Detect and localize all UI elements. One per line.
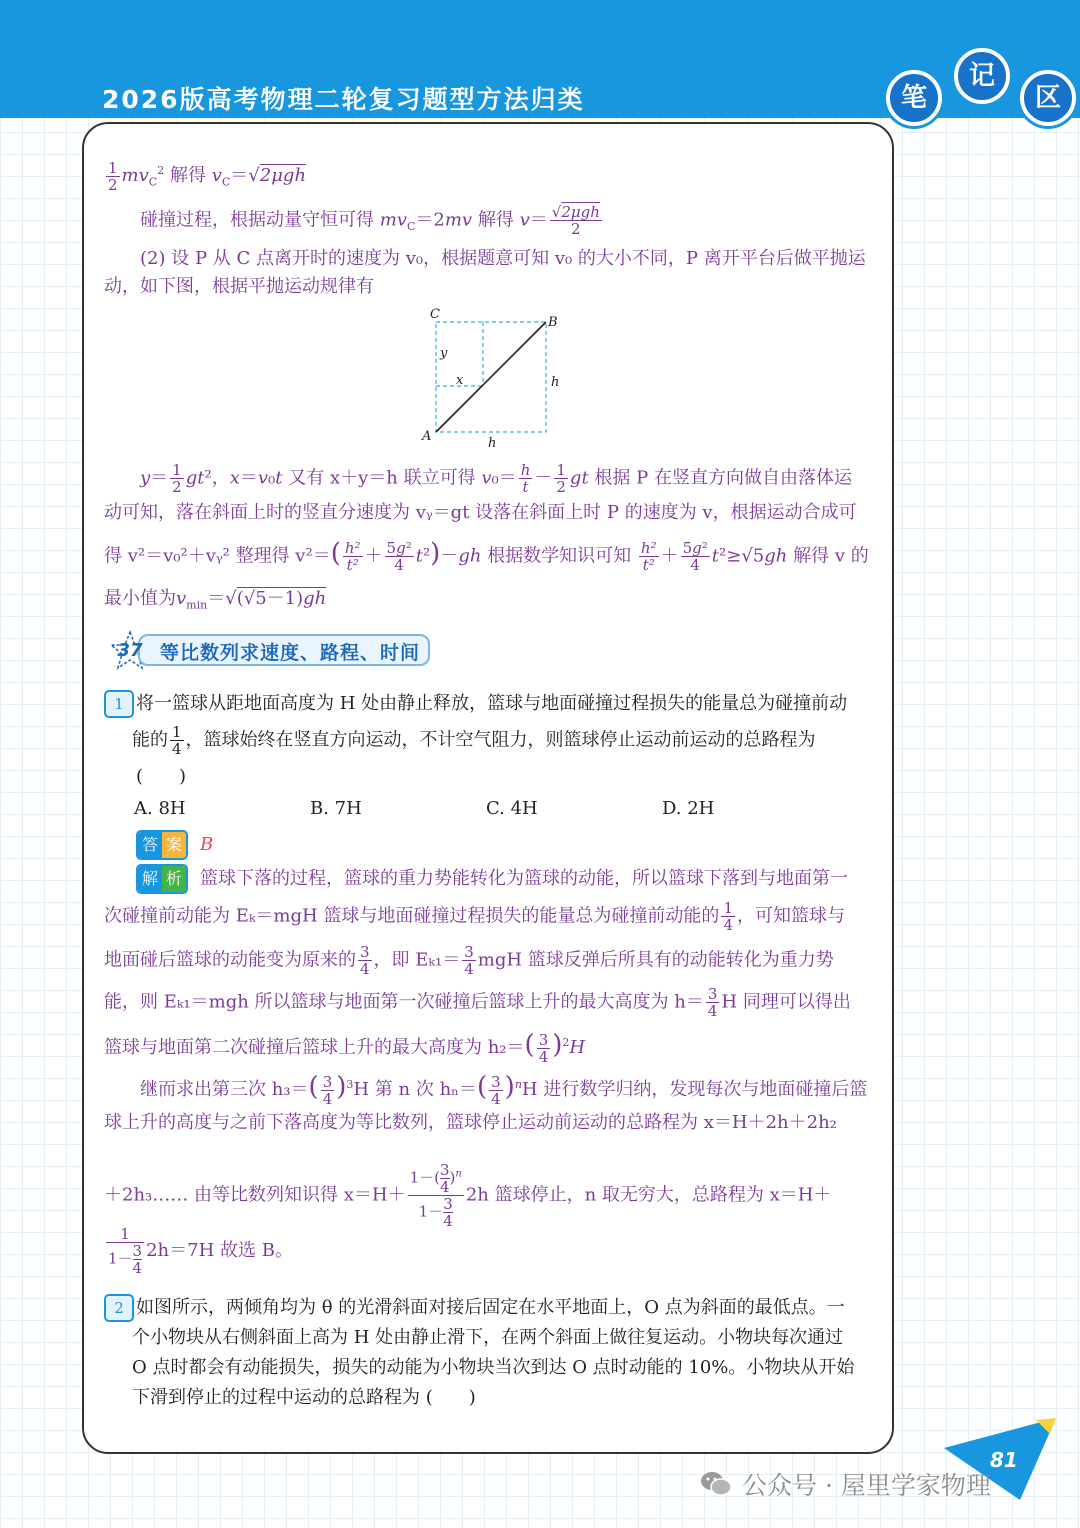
- choice-a[interactable]: A. 8H: [134, 798, 186, 819]
- analysis-line-3: 地面碰后篮球的动能变为原来的 $\frac{3}{4}$ ，即 Eₖ₁＝ $\frac{3}{4}$ mgH 篮球反弹后所具有的动能转化为重力势: [104, 943, 834, 978]
- label-C: C: [430, 307, 440, 322]
- solution-line-4: 动，如下图，根据平抛运动规律有: [104, 276, 374, 297]
- note-badge-3: 区: [1020, 70, 1076, 126]
- question-1-badge: 1: [104, 690, 134, 718]
- section-number: 37: [117, 640, 143, 661]
- q2-line-4: 下滑到停止的过程中运动的总路程为 ( ): [132, 1387, 476, 1408]
- label-y: y: [440, 346, 448, 361]
- q1-line-2: 能的 $\frac{1}{4}$ ，篮球始终在竖直方向运动，不计空气阻力，则篮球停止运动前运动的总路程为: [132, 723, 816, 758]
- section-text: 等比数列求速度、路程、时间: [160, 642, 421, 664]
- section-title: [108, 630, 432, 670]
- label-h-right: h: [551, 375, 560, 390]
- label-A: A: [422, 429, 432, 444]
- note-badge-1: 笔: [886, 70, 942, 126]
- q2-line-2: 个小物块从右侧斜面上高为 H 处由静止滑下，在两个斜面上做往复运动。小物块每次通过: [132, 1327, 844, 1348]
- q1-line-1: 将一篮球从距地面高度为 H 处由静止释放，篮球与地面碰撞过程损失的能量总为碰撞前动: [136, 693, 848, 714]
- q2-line-1: 如图所示，两倾角均为 θ 的光滑斜面对接后固定在水平地面上，O 点为斜面的最低点。一: [136, 1297, 845, 1318]
- analysis-line-9: 1 1－ $\frac{3}{4}$ 2h＝7H 故选 B。: [108, 1225, 293, 1277]
- choice-b[interactable]: B. 7H: [310, 798, 362, 819]
- analysis-line-1: 篮球下落的过程，篮球的重力势能转化为篮球的动能，所以篮球下落到与地面第一: [200, 868, 848, 889]
- projectile-diagram: [418, 302, 568, 452]
- q2-line-3: O 点时都会有动能损失，损失的动能为小物块当次到达 O 点时动能的 10%。小物块从开始: [132, 1357, 855, 1378]
- analysis-line-6: 继而求出第三次 h₃＝( $\frac{3}{4}$ )$^3$H 第 n 次 hₙ＝( $\frac{3}{4}$ )$^n$H 进行数学归纳，发现每次与地面碰撞后篮: [140, 1072, 868, 1108]
- solution-line-1: $\frac{1}{2}$ $mv_C^2$ 解得 $v_C=√2\mu gh$: [108, 158, 307, 194]
- analysis-line-8: ＋2h₃…… 由等比数列知识得 x＝H＋ 1－( $\frac{3}{4}$ )$^n$ 1－ $\frac{3}{4}$ 2h 篮球停止，n 取无穷大，总路程为 x＝H＋: [104, 1161, 832, 1230]
- solution-line-7: 得 v²＝v₀²＋vᵧ² 整理得 v²＝( $\frac{\text{h²}}{\text{t²}}$ ＋ $\frac{\text{5g²}}{4}$ t²)－gh 根据数学知识可知 $\frac{\text{h²}}{\text{t²}}$ ＋ $\frac{\text{5g²}}{4}$ t²≥√5gh 解得 v 的: [104, 538, 869, 574]
- analysis-line-7: 球上升的高度与之前下落高度为等比数列，篮球停止运动前运动的总路程为 x＝H＋2h＋2h₂: [104, 1112, 837, 1133]
- wechat-icon: [700, 1470, 732, 1498]
- solution-line-5: y＝ $\frac{1}{2}$ gt²，x＝v₀t 又有 x＋y＝h 联立可得 v₀＝ $\frac{h}{t}$ － $\frac{1}{2}$ gt 根据 P 在竖直方向做自由落体运: [140, 461, 852, 496]
- answer-tag: 答 案: [136, 830, 188, 860]
- incline-line: [436, 322, 546, 432]
- analysis-line-5: 篮球与地面第二次碰撞后篮球上升的最大高度为 h₂＝( $\frac{3}{4}$ )$^2$H: [104, 1030, 586, 1066]
- solution-line-6: 动可知，落在斜面上时的竖直分速度为 vᵧ＝gt 设落在斜面上时 P 的速度为 v，根据运动合成可: [104, 502, 857, 523]
- solution-line-2: 碰撞过程，根据动量守恒可得 $mv_C=2mv$ 解得 v＝ $\frac{\text{√2μgh}}{2}$: [140, 203, 600, 238]
- choice-c[interactable]: C. 4H: [486, 798, 538, 819]
- label-h-bottom: h: [488, 436, 497, 451]
- choice-d[interactable]: D. 2H: [662, 798, 715, 819]
- analysis-line-2: 次碰撞前动能为 Eₖ＝mgH 篮球与地面碰撞过程损失的能量总为碰撞前动能的 $\frac{1}{4}$ ，可知篮球与: [104, 899, 845, 934]
- header-title: 2026版高考物理二轮复习题型方法归类: [102, 85, 585, 114]
- q1-bracket: ( ): [136, 766, 187, 787]
- analysis-tag: 解 析: [136, 864, 188, 894]
- solution-line-3: (2) 设 P 从 C 点离开时的速度为 v₀，根据题意可知 v₀ 的大小不同，P 离开平台后做平抛运: [140, 248, 866, 269]
- answer-value: B: [200, 834, 214, 855]
- question-2-badge: 2: [104, 1294, 134, 1322]
- watermark-text: 公众号 · 屋里学家物理: [742, 1471, 991, 1500]
- label-B: B: [548, 315, 558, 330]
- label-x: x: [456, 373, 464, 388]
- analysis-line-4: 能，则 Eₖ₁＝mgh 所以篮球与地面第一次碰撞后篮球上升的最大高度为 h＝ $\frac{3}{4}$ H 同理可以得出: [104, 985, 851, 1020]
- note-badge-2: 记: [954, 48, 1010, 104]
- solution-line-8: 最小值为$v_{min}=√(√5-1)gh$: [104, 588, 327, 612]
- page-number: 81: [990, 1448, 1018, 1472]
